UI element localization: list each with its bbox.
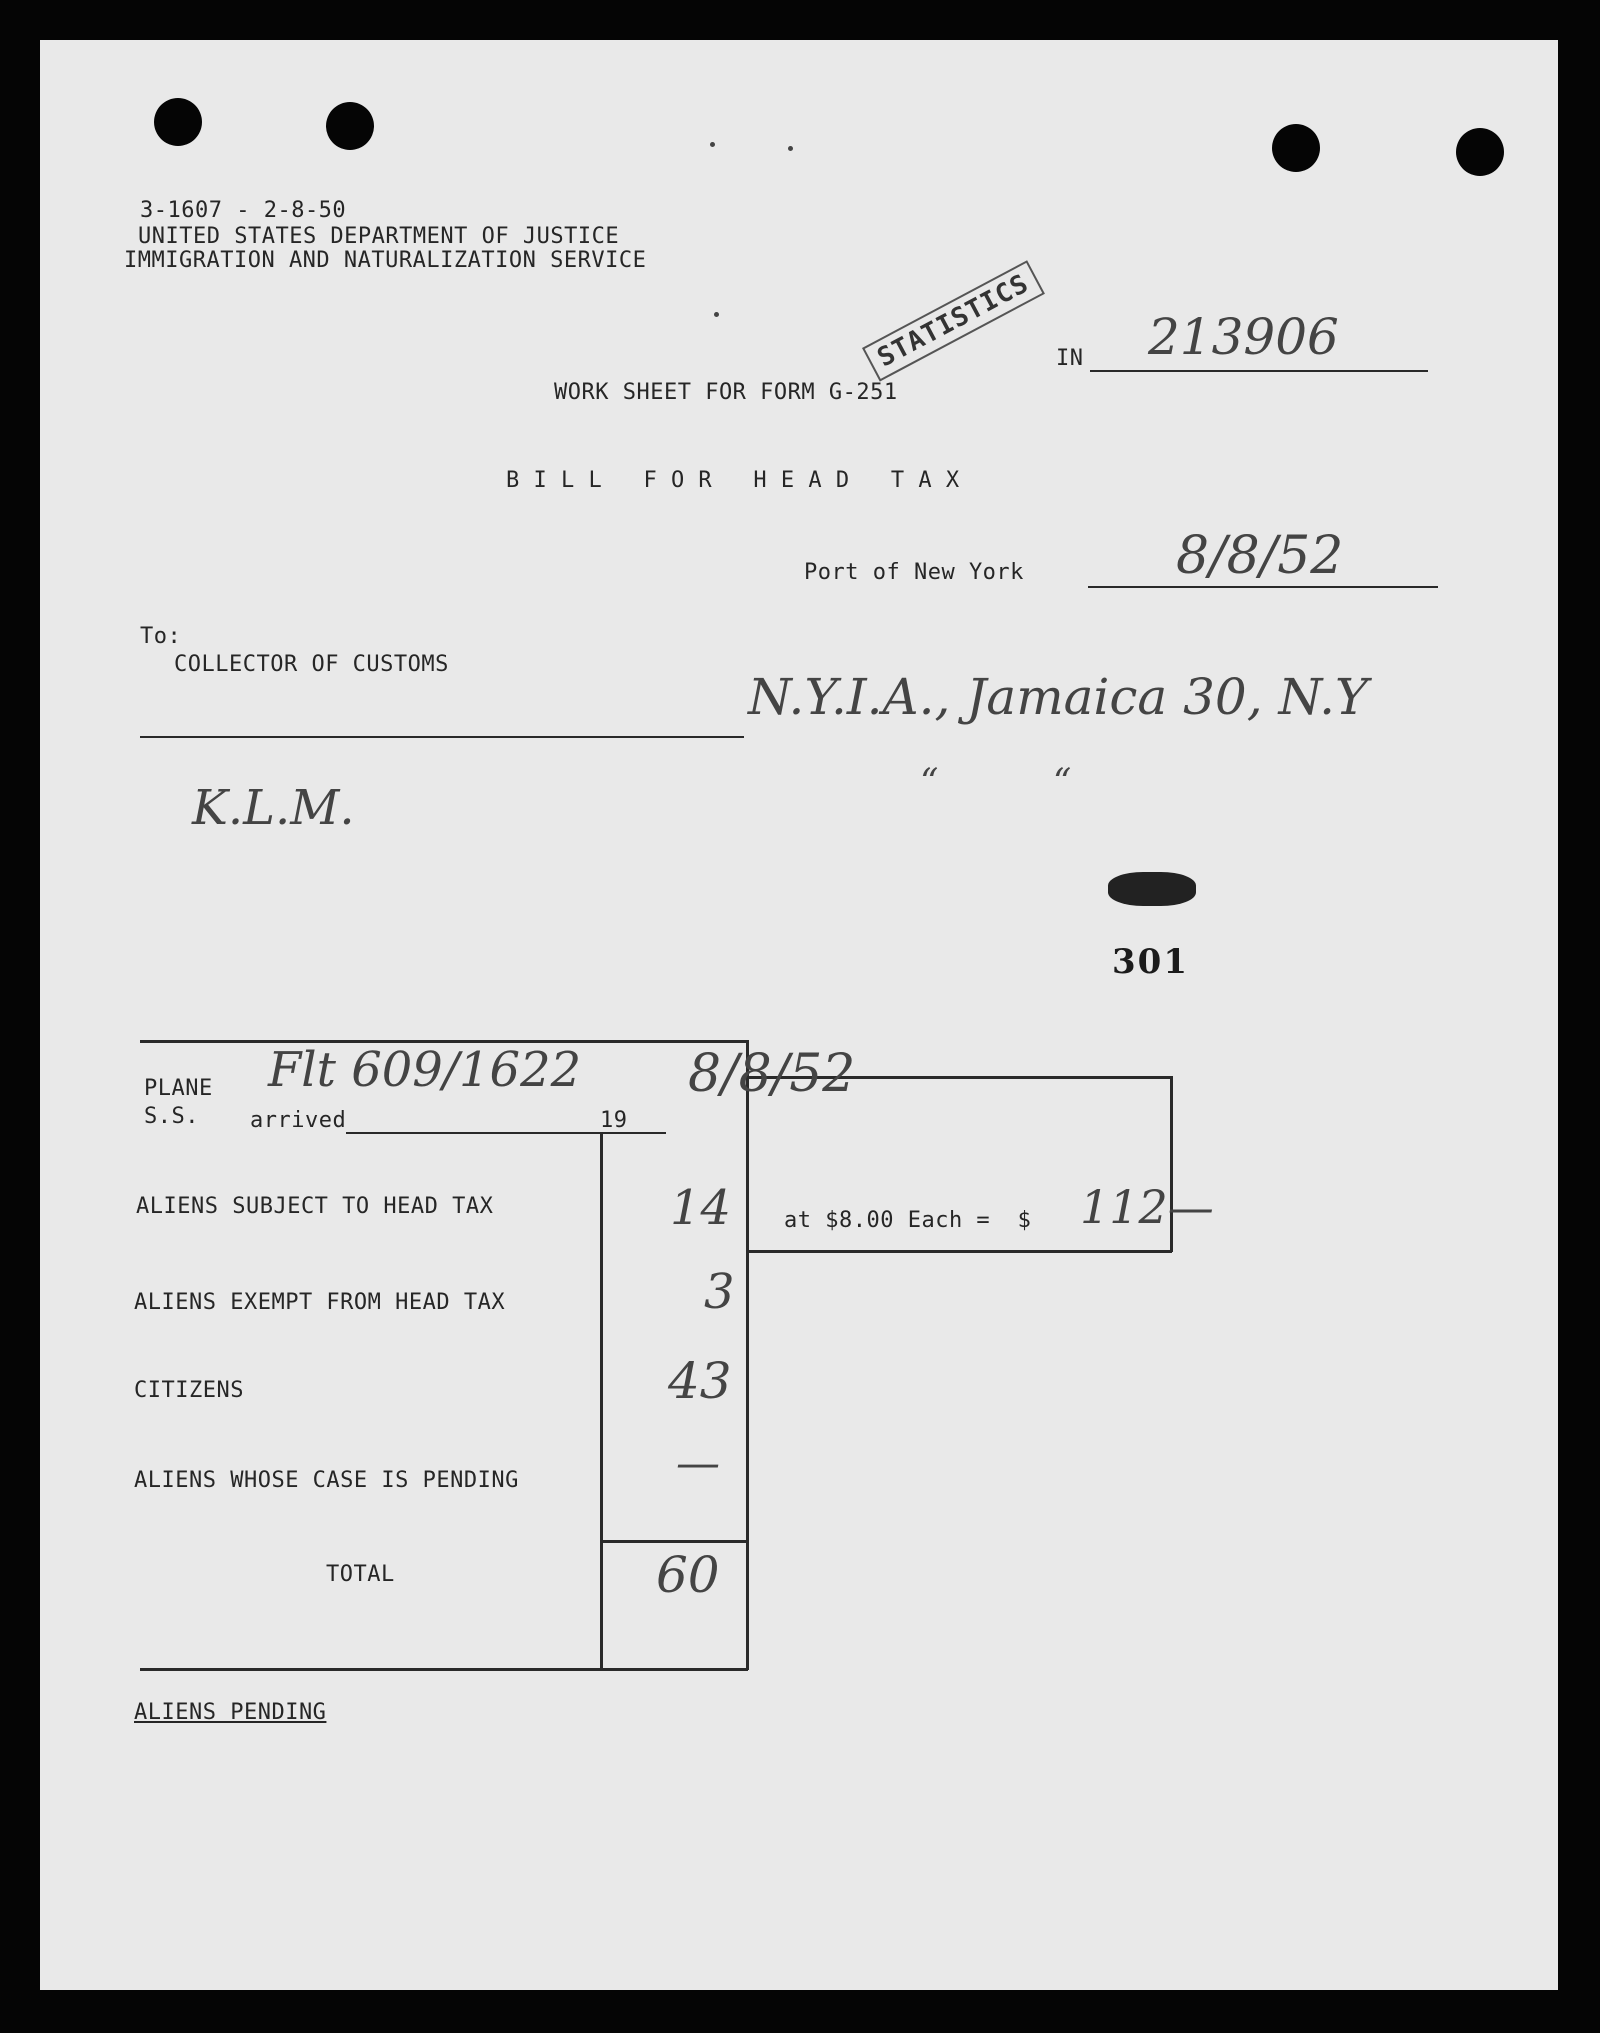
punch-hole-2: [326, 102, 374, 150]
to-recipient: COLLECTOR OF CUSTOMS: [174, 652, 449, 677]
punch-hole-4: [1456, 128, 1504, 176]
column-divider: [600, 1134, 603, 1670]
year-prefix: 19: [600, 1108, 628, 1133]
port-underline: [1088, 586, 1438, 588]
port-date: 8/8/52: [1176, 526, 1344, 586]
in-underline: [1090, 370, 1428, 372]
in-number-value: 213906: [1148, 308, 1339, 366]
form-number: 3-1607 - 2-8-50: [140, 198, 347, 223]
speck: [714, 312, 719, 317]
aliens-pending-heading: ALIENS PENDING: [134, 1700, 327, 1725]
plane-label: PLANE: [144, 1076, 213, 1101]
row-value-subject: 14: [670, 1180, 732, 1236]
code-number: 301: [1112, 942, 1189, 982]
total-rule: [600, 1540, 748, 1543]
punch-hole-1: [154, 98, 202, 146]
row-value-citizens: 43: [668, 1352, 732, 1410]
ss-label: S.S.: [144, 1104, 199, 1129]
tax-amount: 112—: [1080, 1180, 1214, 1234]
table-right-border: [746, 1040, 749, 1670]
carrier-name: K.L.M.: [192, 780, 355, 836]
statistics-stamp: STATISTICS: [862, 260, 1045, 381]
speck: [710, 142, 715, 147]
to-ditto: “ “: [920, 762, 1072, 803]
ink-blot: [1108, 872, 1196, 906]
to-label: To:: [140, 624, 182, 649]
row-value-exempt: 3: [704, 1264, 735, 1320]
form-title: WORK SHEET FOR FORM G-251: [554, 380, 898, 405]
port-label: Port of New York: [804, 560, 1024, 585]
to-location: N.Y.I.A., Jamaica 30, N.Y: [748, 668, 1368, 726]
rate-box-bottom: [748, 1250, 1172, 1253]
row-label-pending: ALIENS WHOSE CASE IS PENDING: [134, 1468, 519, 1493]
punch-hole-3: [1272, 124, 1320, 172]
service-name: IMMIGRATION AND NATURALIZATION SERVICE: [124, 248, 647, 273]
row-label-exempt: ALIENS EXEMPT FROM HEAD TAX: [134, 1290, 506, 1315]
rate-text: at $8.00 Each = $: [784, 1208, 1032, 1233]
table-bottom-rule: [140, 1668, 748, 1671]
arrived-label: arrived: [250, 1108, 347, 1133]
to-underline: [140, 736, 744, 738]
document-page: [40, 40, 1558, 1990]
flight-number: Flt 609/1622: [268, 1042, 582, 1098]
total-value: 60: [656, 1546, 720, 1604]
arrival-date: 8/8/52: [688, 1044, 856, 1104]
form-subtitle: B I L L F O R H E A D T A X: [506, 468, 960, 493]
row-label-subject: ALIENS SUBJECT TO HEAD TAX: [136, 1194, 494, 1219]
speck: [788, 146, 793, 151]
in-label: IN: [1056, 346, 1084, 371]
row-label-citizens: CITIZENS: [134, 1378, 244, 1403]
total-label: TOTAL: [326, 1562, 395, 1587]
row-value-pending: —: [676, 1438, 720, 1489]
department-name: UNITED STATES DEPARTMENT OF JUSTICE: [138, 224, 620, 249]
